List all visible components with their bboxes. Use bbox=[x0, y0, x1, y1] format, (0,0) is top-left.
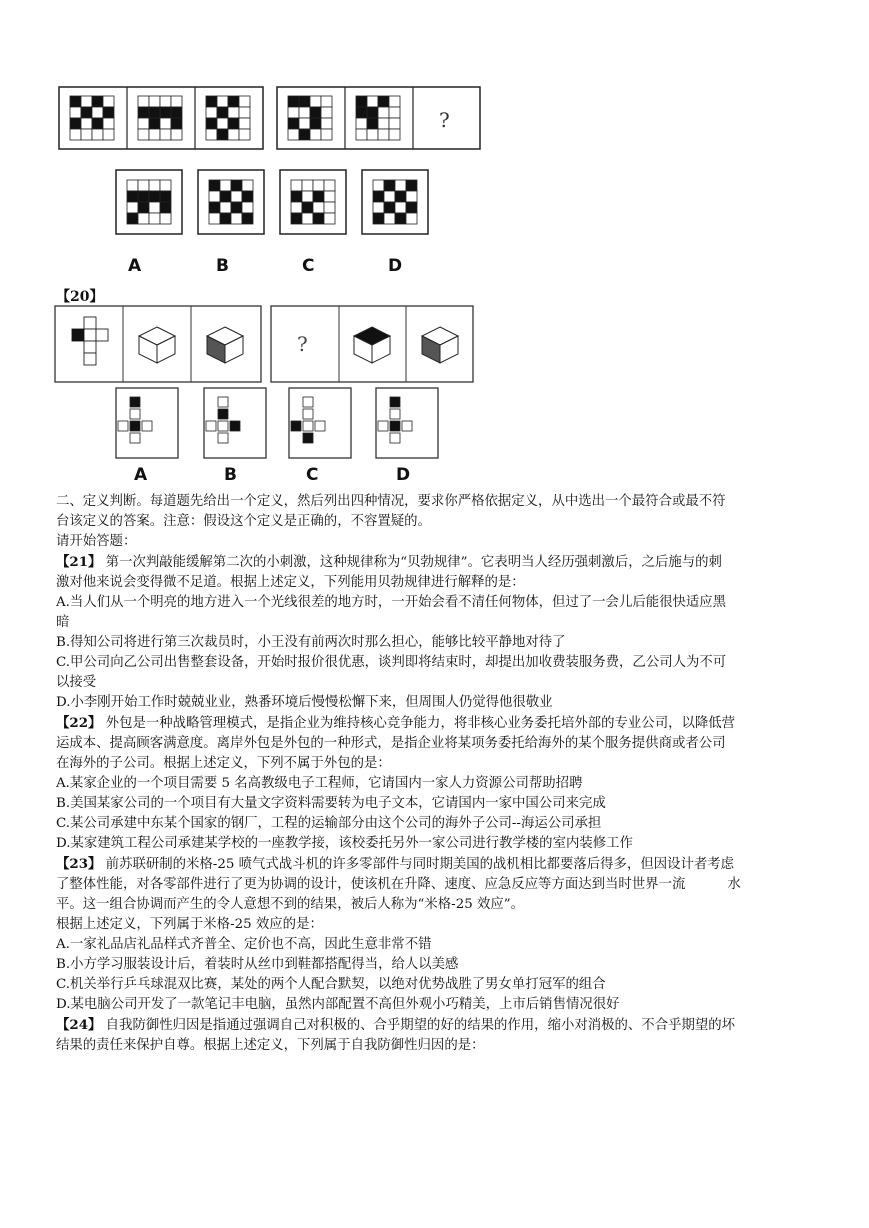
q20-option-d-label: D bbox=[396, 465, 411, 485]
q19-option-cell bbox=[324, 180, 335, 191]
q19-pattern-cell bbox=[160, 118, 171, 129]
q19-pattern-cell bbox=[356, 129, 367, 140]
q20-option-face bbox=[390, 433, 400, 443]
q19-option-cell bbox=[302, 213, 313, 224]
q19-option-cell bbox=[209, 202, 220, 213]
q19-option-cell bbox=[313, 213, 324, 224]
q19-pattern-cell bbox=[138, 129, 149, 140]
q19-pattern-cell bbox=[70, 129, 81, 140]
q19-option-cell bbox=[313, 180, 324, 191]
q19-option-cell bbox=[313, 202, 324, 213]
q19-pattern-cell bbox=[299, 129, 310, 140]
q19-option-cell bbox=[160, 191, 171, 202]
q19-pattern-cell bbox=[206, 96, 217, 107]
q20-net-face bbox=[84, 317, 96, 329]
q19-pattern-cell bbox=[321, 96, 332, 107]
q19-pattern-cell bbox=[81, 107, 92, 118]
q19-option-cell bbox=[138, 191, 149, 202]
q19-pattern-cell bbox=[228, 129, 239, 140]
q19-pattern-cell bbox=[321, 107, 332, 118]
q19-option-cell bbox=[149, 191, 160, 202]
q19-option-cell bbox=[395, 202, 406, 213]
q19-option-cell bbox=[406, 191, 417, 202]
q19-pattern-cell bbox=[378, 96, 389, 107]
q19-option-cell bbox=[373, 180, 384, 191]
q19-option-cell bbox=[291, 180, 302, 191]
q19-pattern-cell bbox=[103, 107, 114, 118]
q19-option-cell bbox=[149, 213, 160, 224]
q19-option-cell bbox=[231, 202, 242, 213]
q23-stem-line3: 平。这一组合协调而产生的令人意想不到的结果，被后人称为“米格-25 效应”。 bbox=[56, 897, 525, 912]
q24-stem-text: 自我防御性归因是指通过强调自己对积极的、合乎期望的好的结果的作用，缩小对消极的、不合乎期望的坏 bbox=[101, 1018, 736, 1033]
q19-option-cell bbox=[384, 191, 395, 202]
q19-pattern-cell bbox=[239, 107, 250, 118]
q19-pattern-cell bbox=[149, 129, 160, 140]
q19-pattern-cell bbox=[206, 107, 217, 118]
q19-pattern-cell bbox=[92, 96, 103, 107]
q20-option-face bbox=[218, 409, 228, 419]
q19-pattern-cell bbox=[149, 107, 160, 118]
q23-option-c: C.机关举行乒乓球混双比赛，某处的两个人配合默契，以绝对优势战胜了男女单打冠军的组合 bbox=[56, 977, 606, 992]
q19-option-a-label: A bbox=[128, 256, 142, 276]
q21-stem-text: 第一次判敲能缓解第二次的小刺激，这种规律称为“贝勃规律”。它表明当人经历强刺激后，之后施与的刺 bbox=[101, 555, 722, 570]
q19-option-cell bbox=[209, 180, 220, 191]
q19-question-mark: ? bbox=[439, 108, 450, 132]
q19-pattern-cell bbox=[378, 118, 389, 129]
q19-option-cell bbox=[395, 191, 406, 202]
q19-pattern-cell bbox=[367, 118, 378, 129]
q19-pattern-cell bbox=[138, 107, 149, 118]
q19-pattern-cell bbox=[288, 118, 299, 129]
q23-stem-line2 bbox=[56, 875, 822, 895]
q20-figure-svg bbox=[54, 305, 474, 487]
q19-pattern-cell bbox=[299, 118, 310, 129]
q20-net-face bbox=[96, 329, 108, 341]
q19-pattern-cell bbox=[70, 107, 81, 118]
q19-option-cell bbox=[138, 180, 149, 191]
q20-number: 【20】 bbox=[56, 289, 104, 305]
q20-option-face bbox=[303, 397, 313, 407]
q20-option-face bbox=[118, 421, 128, 431]
q19-option-cell bbox=[149, 202, 160, 213]
q20-figure bbox=[54, 305, 474, 487]
q19-pattern-cell bbox=[217, 107, 228, 118]
q19-option-cell bbox=[406, 202, 417, 213]
q23-stem-line4: 根据上述定义，下列属于米格-25 效应的是： bbox=[56, 917, 323, 932]
q19-pattern-cell bbox=[103, 96, 114, 107]
q23-stem-line1 bbox=[56, 854, 822, 875]
q19-option-cell bbox=[127, 202, 138, 213]
q20-option-face bbox=[130, 409, 140, 419]
q19-option-cell bbox=[384, 180, 395, 191]
q20-option-b-label: B bbox=[224, 465, 237, 485]
q21-option-b: B.得知公司将进行第三次裁员时，小王没有前两次时那么担心，能够比较平静地对待了 bbox=[56, 635, 566, 650]
q21-option-a-line2: 暗 bbox=[56, 615, 70, 630]
q19-option-cell bbox=[302, 191, 313, 202]
q19-pattern-cell bbox=[378, 107, 389, 118]
q20-option-face bbox=[378, 421, 388, 431]
q23-stem-line2-end: 水 bbox=[727, 877, 741, 892]
q19-pattern-cell bbox=[321, 118, 332, 129]
q19-pattern-cell bbox=[321, 129, 332, 140]
q19-pattern-cell bbox=[367, 129, 378, 140]
q19-pattern-cell bbox=[160, 129, 171, 140]
q19-option-cell bbox=[373, 202, 384, 213]
q19-pattern-cell bbox=[367, 107, 378, 118]
q20-option-c-label: C bbox=[306, 465, 319, 485]
q20-option-face bbox=[130, 421, 140, 431]
q19-pattern-cell bbox=[228, 96, 239, 107]
q20-option-face bbox=[291, 421, 301, 431]
q23-number: 【23】 bbox=[56, 856, 102, 872]
q19-option-cell bbox=[231, 213, 242, 224]
q20-net-face bbox=[84, 341, 96, 353]
q21-option-d: D.小李刚开始工作时兢兢业业，熟番环境后慢慢松懈下来，但周围人仍觉得他很敬业 bbox=[56, 695, 553, 710]
q19-option-cell bbox=[324, 191, 335, 202]
q19-option-cell bbox=[209, 213, 220, 224]
q19-pattern-cell bbox=[92, 129, 103, 140]
q19-option-cell bbox=[138, 213, 149, 224]
q19-pattern-cell bbox=[310, 107, 321, 118]
section-start: 请开始答题： bbox=[56, 534, 137, 549]
q22-number: 【22】 bbox=[56, 715, 102, 731]
q22-stem-line1 bbox=[56, 713, 822, 734]
q19-option-cell bbox=[406, 213, 417, 224]
q23-option-d: D.某电脑公司开发了一款笔记丰电脑，虽然内部配置不高但外观小巧精美，上市后销售情况很好 bbox=[56, 997, 620, 1012]
q19-option-cell bbox=[242, 180, 253, 191]
q19-pattern-cell bbox=[217, 96, 228, 107]
q19-option-cell bbox=[220, 191, 231, 202]
q19-pattern-cell bbox=[92, 107, 103, 118]
q20-option-a-label: A bbox=[134, 465, 148, 485]
q23-stem-line2-text: 了整体性能，对各零部件进行了更为协调的设计，使该机在升降、速度、应急反应等方面达到当时世界一流 bbox=[56, 877, 686, 892]
q20-option-face bbox=[303, 409, 313, 419]
q19-option-cell bbox=[220, 202, 231, 213]
q19-option-cell bbox=[127, 213, 138, 224]
q20-option-face bbox=[303, 421, 313, 431]
q20-option-face bbox=[390, 421, 400, 431]
q19-option-cell bbox=[220, 213, 231, 224]
q19-pattern-cell bbox=[299, 107, 310, 118]
q19-option-cell bbox=[384, 202, 395, 213]
q23-option-a: A.一家礼品店礼品样式齐普全、定价也不高，因此生意非常不错 bbox=[56, 937, 432, 952]
q19-pattern-cell bbox=[239, 118, 250, 129]
q19-option-b-label: B bbox=[216, 256, 229, 276]
section-intro-line1: 二、定义判断。每道题先给出一个定义，然后列出四种情况，要求你严格依据定义，从中选出一个最符合或最不符 bbox=[56, 494, 726, 509]
q19-figure-svg bbox=[58, 86, 483, 276]
q19-option-cell bbox=[406, 180, 417, 191]
q21-stem-line1 bbox=[56, 552, 822, 573]
q19-pattern-cell bbox=[228, 118, 239, 129]
q19-pattern-cell bbox=[389, 96, 400, 107]
q19-pattern-cell bbox=[217, 118, 228, 129]
q19-pattern-cell bbox=[171, 107, 182, 118]
q19-pattern-cell bbox=[103, 118, 114, 129]
q19-pattern-cell bbox=[103, 129, 114, 140]
q20-option-face bbox=[218, 421, 228, 431]
q19-option-cell bbox=[373, 191, 384, 202]
definition-section bbox=[56, 492, 822, 1056]
q19-pattern-cell bbox=[149, 118, 160, 129]
q19-pattern-cell bbox=[228, 107, 239, 118]
q19-pattern-cell bbox=[70, 96, 81, 107]
q24-number: 【24】 bbox=[56, 1017, 102, 1033]
q19-option-cell bbox=[324, 213, 335, 224]
q20-question-mark: ? bbox=[297, 332, 308, 356]
q19-pattern-cell bbox=[160, 96, 171, 107]
q20-option-face bbox=[390, 397, 400, 407]
q19-option-cell bbox=[242, 213, 253, 224]
q22-stem-line3: 在海外的子公司。根据上述定义，下列不属于外包的是： bbox=[56, 756, 391, 771]
q19-option-cell bbox=[384, 213, 395, 224]
q19-option-cell bbox=[395, 213, 406, 224]
q19-pattern-cell bbox=[378, 129, 389, 140]
q20-option-face bbox=[130, 397, 140, 407]
q19-option-cell bbox=[291, 213, 302, 224]
q19-option-cell bbox=[231, 191, 242, 202]
q20-net-face bbox=[84, 329, 96, 341]
q19-pattern-cell bbox=[206, 129, 217, 140]
q19-pattern-cell bbox=[389, 107, 400, 118]
q19-pattern-cell bbox=[310, 129, 321, 140]
q19-option-cell bbox=[138, 202, 149, 213]
q19-pattern-cell bbox=[389, 118, 400, 129]
q19-option-cell bbox=[291, 191, 302, 202]
q20-net-face bbox=[84, 353, 96, 365]
section-intro-line2: 台该定义的答案。注意：假设这个定义是正确的，不容置疑的。 bbox=[56, 514, 431, 529]
q19-pattern-cell bbox=[288, 129, 299, 140]
q19-pattern-cell bbox=[138, 96, 149, 107]
q19-option-cell bbox=[231, 180, 242, 191]
q19-pattern-cell bbox=[239, 129, 250, 140]
q20-net-black-face bbox=[72, 329, 84, 341]
q20-option-face bbox=[142, 421, 152, 431]
q19-pattern-cell bbox=[288, 107, 299, 118]
q19-option-cell bbox=[395, 180, 406, 191]
q21-option-a-line1: A.当人们从一个明亮的地方进入一个光线很差的地方时，一开始会看不清任何物体，但过了一会儿后能很快适应黑 bbox=[56, 595, 727, 610]
q22-option-a: A.某家企业的一个项目需要 5 名高教级电子工程师，它请国内一家人力资源公司帮助招聘 bbox=[56, 776, 583, 791]
q19-pattern-cell bbox=[81, 118, 92, 129]
q19-option-cell bbox=[373, 213, 384, 224]
q19-option-cell bbox=[242, 202, 253, 213]
q24-stem-line2: 结果的责任来保护自尊。根据上述定义，下列属于自我防御性归因的是： bbox=[56, 1038, 485, 1053]
q19-pattern-cell bbox=[92, 118, 103, 129]
q20-option-face bbox=[402, 421, 412, 431]
q19-option-d-label: D bbox=[388, 256, 403, 276]
q23-stem-text: 前苏联研制的米格-25 喷气式战斗机的许多零部件与同时期美国的战机相比都要落后得多，但因设计者考虑 bbox=[101, 857, 735, 872]
q19-figure bbox=[58, 86, 483, 276]
q20-option-face bbox=[230, 421, 240, 431]
q20-option-face bbox=[218, 397, 228, 407]
q19-pattern-cell bbox=[138, 118, 149, 129]
q22-option-c: C.某公司承建中东某个国家的钢厂，工程的运输部分由这个公司的海外子公司--海运公司承担 bbox=[56, 816, 602, 831]
q19-pattern-cell bbox=[288, 96, 299, 107]
q19-option-cell bbox=[242, 191, 253, 202]
q22-stem-text: 外包是一种战略管理模式，是指企业为维持核心竞争能力，将非核心业务委托培外部的专业公司，以降低营 bbox=[101, 716, 736, 731]
q22-option-b: B.美国某家公司的一个项目有大量文字资料需要转为电子文本，它请国内一家中国公司来完成 bbox=[56, 796, 606, 811]
q19-option-cell bbox=[149, 180, 160, 191]
q19-option-cell bbox=[291, 202, 302, 213]
q21-number: 【21】 bbox=[56, 554, 102, 570]
q20-option-face bbox=[303, 433, 313, 443]
q19-pattern-cell bbox=[149, 96, 160, 107]
q19-pattern-cell bbox=[239, 96, 250, 107]
q19-pattern-cell bbox=[356, 96, 367, 107]
q19-option-cell bbox=[209, 191, 220, 202]
q19-option-cell bbox=[127, 180, 138, 191]
q19-pattern-cell bbox=[171, 129, 182, 140]
q19-pattern-cell bbox=[206, 118, 217, 129]
q19-pattern-cell bbox=[389, 129, 400, 140]
q21-stem-line2: 激对他来说会变得微不足道。根据上述定义，下列能用贝勃规律进行解释的是： bbox=[56, 575, 525, 590]
q19-pattern-cell bbox=[356, 118, 367, 129]
q22-option-d: D.某家建筑工程公司承建某学校的一座教学接，该校委托另外一家公司进行教学楼的室内装修工作 bbox=[56, 836, 633, 851]
q19-pattern-cell bbox=[299, 96, 310, 107]
q20-option-face bbox=[315, 421, 325, 431]
q19-pattern-cell bbox=[356, 107, 367, 118]
q20-option-face bbox=[130, 433, 140, 443]
q19-pattern-cell bbox=[310, 118, 321, 129]
q19-pattern-cell bbox=[171, 118, 182, 129]
q19-option-cell bbox=[160, 180, 171, 191]
q20-option-face bbox=[206, 421, 216, 431]
q19-option-cell bbox=[302, 202, 313, 213]
q19-option-cell bbox=[220, 180, 231, 191]
q19-pattern-cell bbox=[160, 107, 171, 118]
q19-pattern-cell bbox=[367, 96, 378, 107]
q19-option-cell bbox=[324, 202, 335, 213]
q21-option-c-line2: 以接受 bbox=[56, 675, 97, 690]
q19-option-c-label: C bbox=[302, 256, 315, 276]
q19-option-cell bbox=[302, 180, 313, 191]
q20-option-face bbox=[218, 433, 228, 443]
q20-option-face bbox=[390, 409, 400, 419]
q23-option-b: B.小方学习服装设计后，着装时从丝巾到鞋都搭配得当，给人以美感 bbox=[56, 957, 459, 972]
q22-stem-line2: 运成本、提高顾客满意度。离岸外包是外包的一种形式，是指企业将某项务委托给海外的某个服务提供商或者公司 bbox=[56, 736, 726, 751]
q19-pattern-cell bbox=[217, 129, 228, 140]
q19-pattern-cell bbox=[70, 118, 81, 129]
q19-pattern-cell bbox=[310, 96, 321, 107]
q19-pattern-cell bbox=[171, 96, 182, 107]
q19-pattern-cell bbox=[81, 96, 92, 107]
q24-stem-line1 bbox=[56, 1015, 822, 1036]
q19-option-cell bbox=[160, 213, 171, 224]
q19-option-cell bbox=[160, 202, 171, 213]
q19-option-cell bbox=[127, 191, 138, 202]
q19-option-cell bbox=[313, 191, 324, 202]
q21-option-c-line1: C.甲公司向乙公司出售整套设备，开始时报价很优惠，谈判即将结束时，却提出加收费装服务费，乙公司人为不可 bbox=[56, 655, 727, 670]
q19-pattern-cell bbox=[81, 129, 92, 140]
